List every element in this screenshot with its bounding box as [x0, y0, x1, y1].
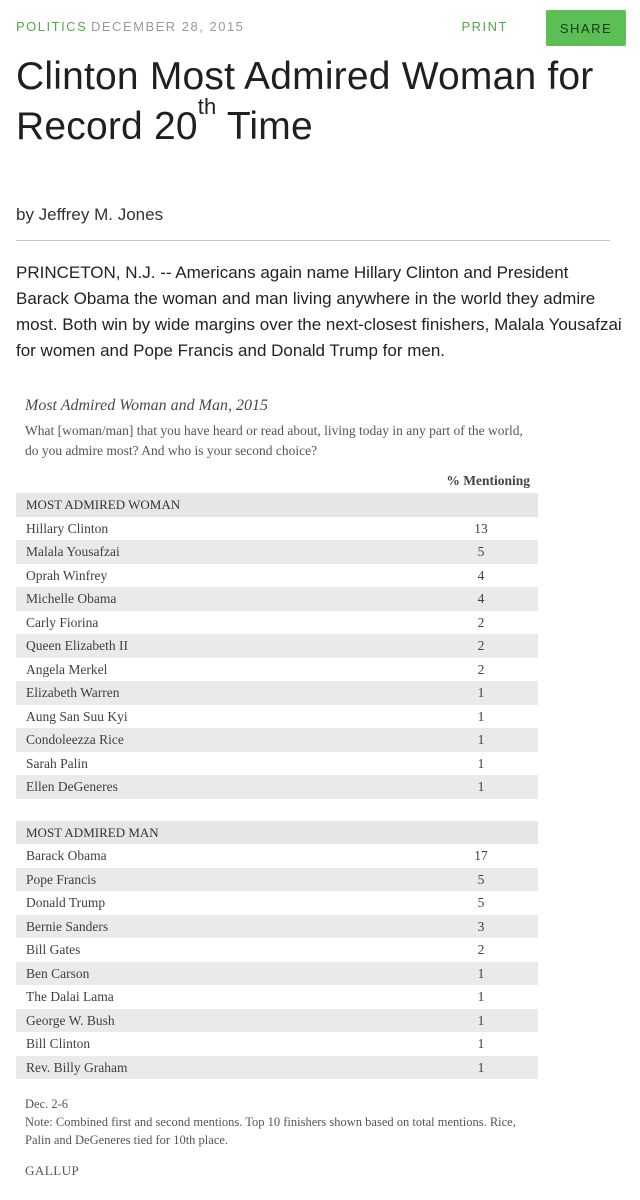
percent-mentioning: 1 [477, 989, 485, 1004]
figure-question: What [woman/man] that you have heard or read about, living today in any part of the world, do you admire most? And who is your second choice? [25, 423, 523, 458]
column-header-label: % Mentioning [446, 473, 530, 488]
byline: by Jeffrey M. Jones [16, 205, 164, 224]
table-row [16, 658, 538, 682]
person-name: Carly Fiorina [26, 614, 99, 630]
person-name: Donald Trump [26, 895, 106, 910]
table-row [16, 1032, 538, 1056]
print-link[interactable]: PRINT [461, 19, 508, 34]
person-name: Angela Merkel [26, 661, 108, 677]
table-row [16, 564, 538, 588]
percent-mentioning: 1 [477, 1012, 485, 1028]
women-rows [16, 517, 538, 799]
person-name: Bill Clinton [26, 1036, 91, 1051]
person-name: Michelle Obama [26, 591, 117, 606]
table-row [16, 752, 538, 776]
percent-mentioning: 2 [477, 661, 485, 677]
percent-mentioning: 1 [477, 1036, 485, 1051]
table-row [16, 611, 538, 635]
percent-mentioning: 1 [477, 1059, 485, 1075]
percent-mentioning: 1 [477, 755, 485, 771]
figure-notes [16, 1095, 536, 1149]
percent-mentioning: 4 [477, 591, 485, 606]
divider [16, 240, 610, 241]
person-name: Aung San Suu Kyi [26, 708, 128, 724]
person-name: Ellen DeGeneres [26, 779, 118, 794]
table-row [16, 728, 538, 752]
figure-note: Note: Combined first and second mentions. Top 10 finishers shown based on total mentions. Rice, Palin and DeGeneres tied for 10th place. [25, 1115, 516, 1147]
percent-mentioning: 5 [477, 871, 485, 887]
person-name: Barack Obama [26, 848, 107, 863]
percent-mentioning: 1 [477, 685, 485, 700]
person-name: Hillary Clinton [26, 520, 109, 536]
percent-mentioning: 5 [477, 544, 485, 559]
person-name: Bernie Sanders [26, 918, 109, 934]
table-row [16, 891, 538, 915]
person-name: Condoleezza Rice [26, 732, 124, 747]
person-name: Rev. Billy Graham [26, 1059, 128, 1075]
table-row [16, 540, 538, 564]
article-headline [16, 52, 616, 152]
percent-mentioning: 4 [477, 567, 485, 583]
headline-main: Clinton Most Admired Woman for Record 20 [16, 55, 594, 148]
table-row [16, 705, 538, 729]
share-button[interactable]: SHARE [546, 10, 626, 46]
table-row [16, 1009, 538, 1033]
person-name: Pope Francis [26, 871, 97, 887]
men-rows [16, 844, 538, 1079]
survey-dates: Dec. 2-6 [25, 1097, 69, 1111]
table-row [16, 844, 538, 868]
percent-mentioning: 17 [474, 848, 488, 863]
percent-mentioning: 2 [477, 942, 485, 957]
person-name: George W. Bush [26, 1012, 115, 1028]
person-name: Bill Gates [26, 942, 81, 957]
publish-date: DECEMBER 28, 2015 [91, 19, 245, 34]
person-name: Queen Elizabeth II [26, 638, 128, 653]
table-row [16, 1056, 538, 1080]
headline-superscript: th [197, 94, 217, 119]
person-name: The Dalai Lama [26, 989, 114, 1004]
percent-mentioning: 2 [477, 638, 485, 653]
table-row [16, 868, 538, 892]
percent-mentioning: 1 [477, 708, 485, 724]
table-row [16, 587, 538, 611]
table-row [16, 915, 538, 939]
category-link[interactable]: POLITICS [16, 19, 88, 34]
figure-title: Most Admired Woman and Man, 2015 [25, 397, 268, 414]
section-gap [16, 799, 538, 821]
person-name: Malala Yousafzai [26, 544, 120, 559]
percent-mentioning: 1 [477, 779, 485, 794]
person-name: Oprah Winfrey [26, 567, 108, 583]
percent-mentioning: 5 [477, 895, 485, 910]
table-row [16, 985, 538, 1009]
percent-mentioning: 1 [477, 965, 485, 981]
table-row [16, 634, 538, 658]
table-row [16, 775, 538, 799]
person-name: Ben Carson [26, 965, 90, 981]
percent-mentioning: 3 [477, 918, 485, 934]
article-header-bar [16, 10, 626, 46]
column-header [16, 471, 546, 493]
section-header-women: MOST ADMIRED WOMAN [16, 493, 538, 517]
section-header-men: MOST ADMIRED MAN [16, 821, 538, 845]
results-table [16, 493, 538, 1079]
percent-mentioning: 2 [477, 614, 485, 630]
person-name: Elizabeth Warren [26, 685, 120, 700]
survey-figure [16, 393, 546, 1179]
percent-mentioning: 13 [474, 520, 488, 536]
article-lede: PRINCETON, N.J. -- Americans again name Hillary Clinton and President Barack Obama the woman and man living anywhere in the world they admire most. Both win by wide margins over the next-closest finishers, Malala Yousafzai for women and Pope Francis and Donald Trump for men. [16, 263, 622, 360]
table-row [16, 938, 538, 962]
person-name: Sarah Palin [26, 755, 88, 771]
table-row [16, 517, 538, 541]
gallup-logo: GALLUP [25, 1163, 80, 1178]
table-row [16, 681, 538, 705]
percent-mentioning: 1 [477, 732, 485, 747]
headline-end: Time [216, 105, 313, 148]
table-row [16, 962, 538, 986]
